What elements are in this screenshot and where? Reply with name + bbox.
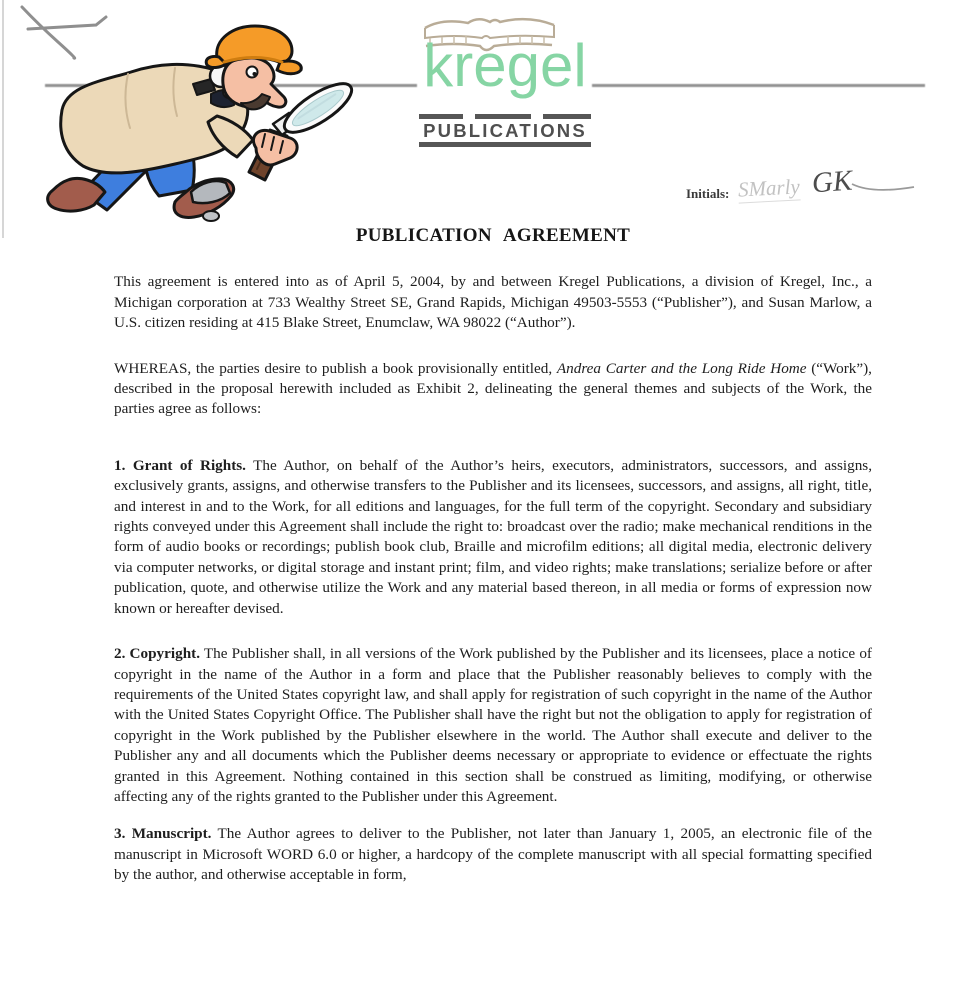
book-title: Andrea Carter and the Long Ride Home (556, 359, 807, 377)
author-initials-handwriting: SMarly (737, 174, 801, 202)
document-title: PUBLICATION AGREEMENT (355, 225, 631, 246)
section-1-heading: 1. Grant of Rights. (114, 456, 246, 474)
section-2-copyright (114, 644, 872, 807)
logo-wordmark: kregel (423, 32, 587, 99)
detective-magnifying-glass-illustration (25, 12, 360, 237)
eye (247, 67, 258, 78)
whereas-post: (“Work”), described in the proposal herewith included as Exhibit 2, delineating the general themes and subjects of the Work, the parties agree as follows: (114, 359, 872, 418)
section-1-grant-of-rights (114, 456, 872, 619)
logo-top-bars (419, 114, 591, 119)
publisher-initials-handwriting: GK (811, 164, 854, 200)
back-shoe (48, 179, 105, 212)
initials-line (686, 160, 946, 206)
agreement-body (114, 226, 872, 886)
signature-swash (850, 179, 916, 195)
intro-paragraph: This agreement is entered into as of April 5, 2004, by and between Kregel Publications, a division of Kregel, Inc., a Michigan corporation at 733 Wealthy Street SE, Grand Rapids, Michigan 49503-5553 (“Publisher”), and Susan Marlow, a U.S. citizen residing at 415 Blake Street, Enumclaw, WA 98022 (“Author”). (114, 273, 872, 332)
section-1-body: The Author, on behalf of the Author’s heirs, executors, administrators, successors, and assigns, exclusively grants, assigns, and otherwise transfers to the Publisher and its licensees, successors, and assigns, all right, title, and interest in and to the Work, for all editions and languages, for the full term of the copyright. Secondary and subsidiary rights conveyed under this Agreement shall include the right to: broadcast over the radio; make mechanical renditions in the form of audio books or recordings; publish book club, Braille and microfilm editions; all digital media, electronic delivery via computer networks, or digital storage and instant print; film, and video rights; make translations; serialize before or after publication, quote, and otherwise utilize the Work and any material based thereon, in all media or forms of expression now known or hereafter devised. (114, 456, 872, 617)
section-3-body: The Author agrees to deliver to the Publisher, not later than January 1, 2005, an electronic file of the manuscript in Microsoft WORD 6.0 or higher, a hardcopy of the complete manuscript with all special formatting specified by the author, and otherwise acceptable in form, (114, 825, 873, 884)
kregel-logo (412, 8, 598, 158)
hand-fist (254, 130, 298, 164)
header-rule-right (592, 84, 925, 87)
section-3-manuscript (114, 824, 872, 885)
section-2-body: The Publisher shall, in all versions of the Work published by the Publisher and its licensees, place a notice of copyright in the name of the Author in a form and place that the Publisher reasonably believes to comply with the requirements of the United States copyright law, and shall apply for registration of such copyright in the name of the Author with the United States Copyright Office. The Publisher shall have the right but not the obligation to apply for registration of copyright in the Work published by the Publisher elsewhere in the world. The Author shall execute and deliver to the Publisher any and all documents which the Publisher deems necessary or appropriate to evidence or effectuate the rights granted in this Agreement. Nothing contained in this section shall be construed as limiting, modifying, or otherwise affecting any of the rights granted to the Publisher under this Agreement. (114, 645, 872, 805)
section-2-heading: 2. Copyright. (114, 645, 201, 663)
initials-label: Initials: (686, 186, 730, 201)
whereas-pre: WHEREAS, the parties desire to publish a book provisionally entitled, (114, 359, 557, 377)
page-edge-line (2, 0, 4, 238)
logo-bottom-bar (419, 142, 591, 147)
logo-subtitle: PUBLICATIONS (423, 120, 587, 141)
section-3-heading: 3. Manuscript. (114, 825, 212, 843)
whereas-paragraph (114, 359, 872, 420)
